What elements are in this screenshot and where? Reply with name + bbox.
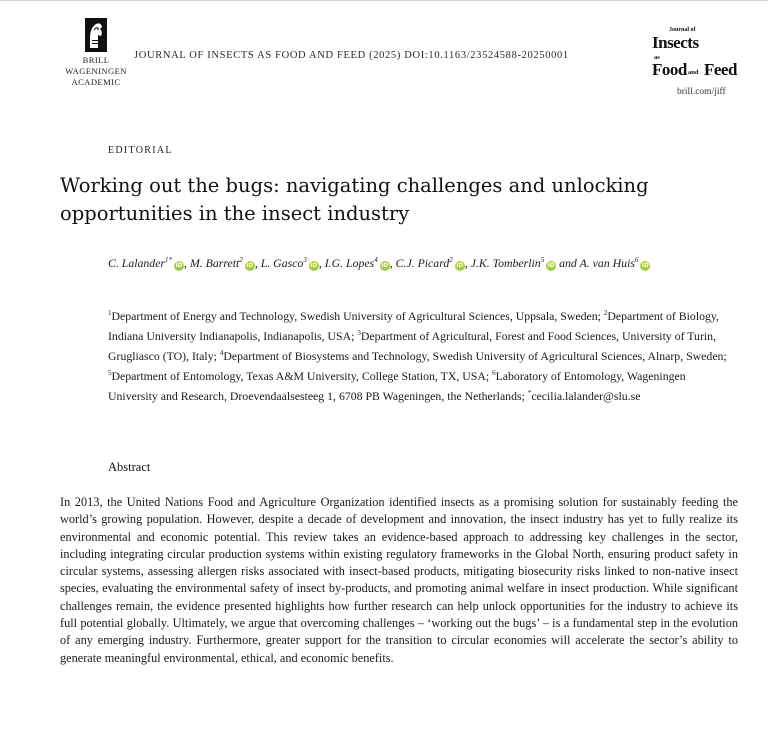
orcid-icon[interactable]: iD (381, 263, 389, 269)
author-affiliation-sup: 5 (540, 256, 545, 264)
author-separator: , (464, 256, 471, 270)
author-name: C.J. Picard (395, 256, 450, 270)
logo-food: Food (652, 60, 687, 79)
author-affiliation-sup: 3 (303, 256, 307, 264)
author-affiliation-sup: 2 (449, 256, 453, 264)
logo-journal-of: Journal of (669, 27, 696, 33)
author (580, 256, 651, 270)
orcid-icon[interactable]: iD (175, 263, 183, 269)
affiliation-text: Department of Entomology, Texas A&M University, College Station, TX, USA; (111, 369, 493, 383)
affiliation-text: Department of Energy and Technology, Swedish University of Agricultural Sciences, Uppsala, Sweden; (111, 309, 604, 323)
author (471, 256, 557, 270)
author-name: A. van Huis (579, 256, 635, 270)
publisher-logo (60, 18, 132, 88)
author-name: L. Gasco (260, 256, 304, 270)
affiliations (108, 306, 738, 406)
author (325, 256, 390, 270)
affiliation-text: Laboratory of Entomology, Wageningen University and Research, Droevendaalsesteeg 1, 6708 PB Wageningen, the Netherlands; (108, 369, 686, 403)
author-affiliation-sup: 6 (634, 256, 639, 264)
logo-and: and (688, 69, 699, 76)
author-name: I.G. Lopes (324, 256, 375, 270)
author-affiliation-sup: 4 (374, 256, 378, 264)
top-rule (0, 0, 768, 1)
corresponding-email[interactable]: cecilia.lalander@slu.se (531, 389, 641, 403)
abstract-text: In 2013, the United Nations Food and Agriculture Organization identified insects as a promising solution for sustainably feeding the world’s growing population. However, despite a decade of development and innovation, the insect industry has yet to fully realize its environmental and economic potential. This review takes an evidence-based approach to addressing key challenges in the sector, including integrating circular production systems within existing regulatory frameworks in the Global North, ensuring product safety in circular systems, assessing allergen risks associated with insect-based products, mitigating biosecurity risks linked to non-native insect species, evaluating the environmental safety of insect by-products, and promoting animal welfare in insect production. While significant challenges remain, the evidence presented highlights how further research can help unlock opportunities for the industry to achieve its full potential globally. Ultimately, we argue that overcoming challenges – ‘working out the bugs’ – is a fundamental step in the evolution of any emerging industry. Furthermore, greater support for the transition to circular economies will accelerate the sector’s ability to generate meaningful environmental, ethical, and economic benefits. (60, 495, 738, 665)
affiliation-text: Department of Biosystems and Technology, Swedish University of Agricultural Sciences, Alnarp, Sweden; (223, 349, 727, 363)
logo-feed: Feed (704, 60, 737, 79)
logo-insects: Insects (652, 33, 699, 52)
author (190, 256, 255, 270)
orcid-icon[interactable]: iD (310, 263, 318, 269)
author-separator: and (556, 256, 580, 270)
orcid-icon[interactable]: iD (642, 263, 649, 269)
author (108, 256, 184, 270)
article-title: Working out the bugs: navigating challenges and unlocking opportunities in the insect industry (60, 174, 649, 225)
affiliation-sup: 6 (492, 369, 496, 377)
author (396, 256, 465, 270)
author-separator: , (389, 256, 396, 270)
author-name: J.K. Tomberlin (470, 256, 541, 270)
journal-url-link[interactable]: brill.com/jiff (677, 87, 726, 97)
author-list (108, 254, 708, 273)
affiliation-sup: 1 (108, 309, 112, 317)
author-affiliation-sup: 2 (239, 256, 243, 264)
affiliation-text: Department of Agricultural, Forest and Food Sciences, University of Turin, Grugliasco (TO), Italy; (108, 329, 717, 363)
orcid-icon[interactable]: iD (246, 263, 254, 269)
affiliation-sup: 5 (108, 369, 112, 377)
affiliation-sup: 4 (219, 349, 224, 357)
affiliation-sup: 3 (357, 329, 361, 337)
affiliation-sup: 2 (603, 309, 608, 317)
author-name: C. Lalander (108, 256, 166, 270)
author-separator: , (184, 256, 190, 270)
section-label: EDITORIAL (108, 145, 173, 156)
logo-as: as (654, 54, 660, 61)
author-separator: , (318, 256, 325, 270)
orcid-icon[interactable]: iD (456, 263, 464, 269)
publisher-line: ACADEMIC (71, 77, 121, 87)
publisher-line: WAGENINGEN (65, 66, 127, 76)
abstract-heading: Abstract (108, 460, 151, 474)
affiliation-text: Department of Biology, Indiana University Indianapolis, Indianapolis, USA; (108, 309, 719, 343)
orcid-icon[interactable]: iD (547, 263, 555, 269)
author-affiliation-sup: 1* (165, 256, 173, 264)
publisher-line: BRILL (82, 55, 110, 65)
author-name: M. Barrett (189, 256, 240, 270)
brill-knight-icon (85, 18, 107, 52)
author (261, 256, 319, 270)
affiliation-sup: * (527, 389, 532, 397)
journal-doi-line[interactable]: JOURNAL OF INSECTS AS FOOD AND FEED (2025) DOI:10.1163/23524588-20250001 (134, 50, 569, 61)
author-separator: , (254, 256, 261, 270)
